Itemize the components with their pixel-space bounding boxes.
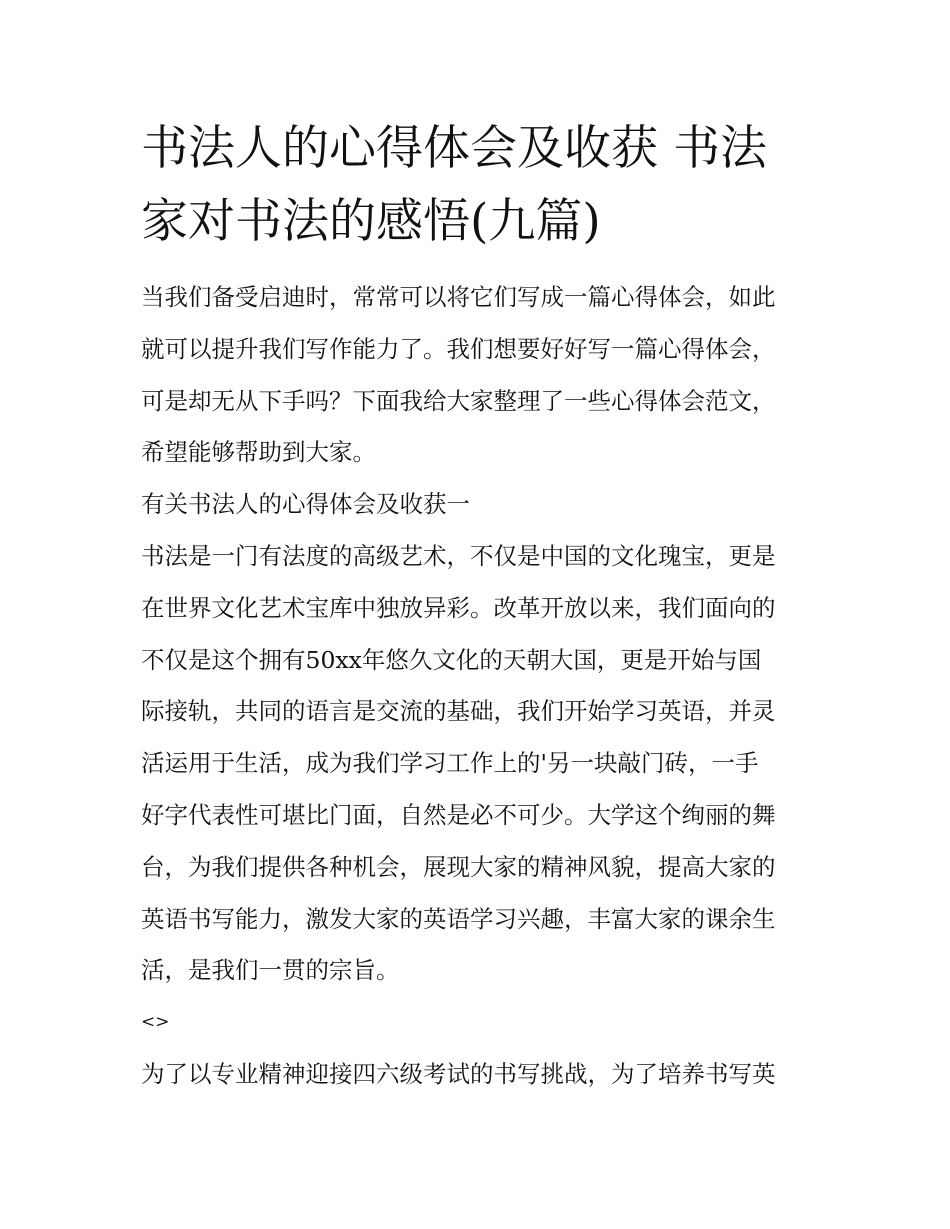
section-heading: 有关书法人的心得体会及收获一 — [141, 490, 470, 519]
body-line: 当我们备受启迪时，常常可以将它们写成一篇心得体会，如此 — [141, 283, 776, 311]
title-line-2: 家对书法的感悟(九篇) — [141, 194, 601, 249]
body-line: 就可以提升我们写作能力了。我们想要好好写一篇心得体会， — [141, 334, 776, 363]
body-line: 际接轨，共同的语言是交流的基础，我们开始学习英语，并灵 — [141, 697, 776, 726]
body-line: 活运用于生活，成为我们学习工作上的'另一块敲门砖，一手 — [141, 749, 759, 778]
body-line: 英语书写能力，激发大家的英语学习兴趣，丰富大家的课余生 — [141, 904, 776, 933]
placeholder-marker: <> — [141, 1012, 170, 1033]
body-line: 好字代表性可堪比门面，自然是必不可少。大学这个绚丽的舞 — [141, 800, 776, 829]
document-title — [141, 112, 813, 258]
document-body — [141, 272, 813, 1101]
body-line: 书法是一门有法度的高级艺术，不仅是中国的文化瑰宝，更是 — [141, 541, 776, 570]
title-line-1: 书法人的心得体会及收获 书法 — [141, 121, 767, 176]
body-line: 为了以专业精神迎接四六级考试的书写挑战，为了培养书写英 — [141, 1059, 776, 1088]
body-line: 可是却无从下手吗？下面我给大家整理了一些心得体会范文， — [141, 386, 776, 415]
body-line: 希望能够帮助到大家。 — [141, 438, 376, 467]
body-line: 活，是我们一贯的宗旨。 — [141, 956, 400, 985]
document-content — [141, 112, 813, 1101]
body-line: 在世界文化艺术宝库中独放异彩。改革开放以来，我们面向的 — [141, 593, 776, 622]
body-line: 不仅是这个拥有50xx年悠久文化的天朝大国，更是开始与国 — [141, 645, 762, 674]
body-line: 台，为我们提供各种机会，展现大家的精神风貌，提高大家的 — [141, 852, 776, 881]
